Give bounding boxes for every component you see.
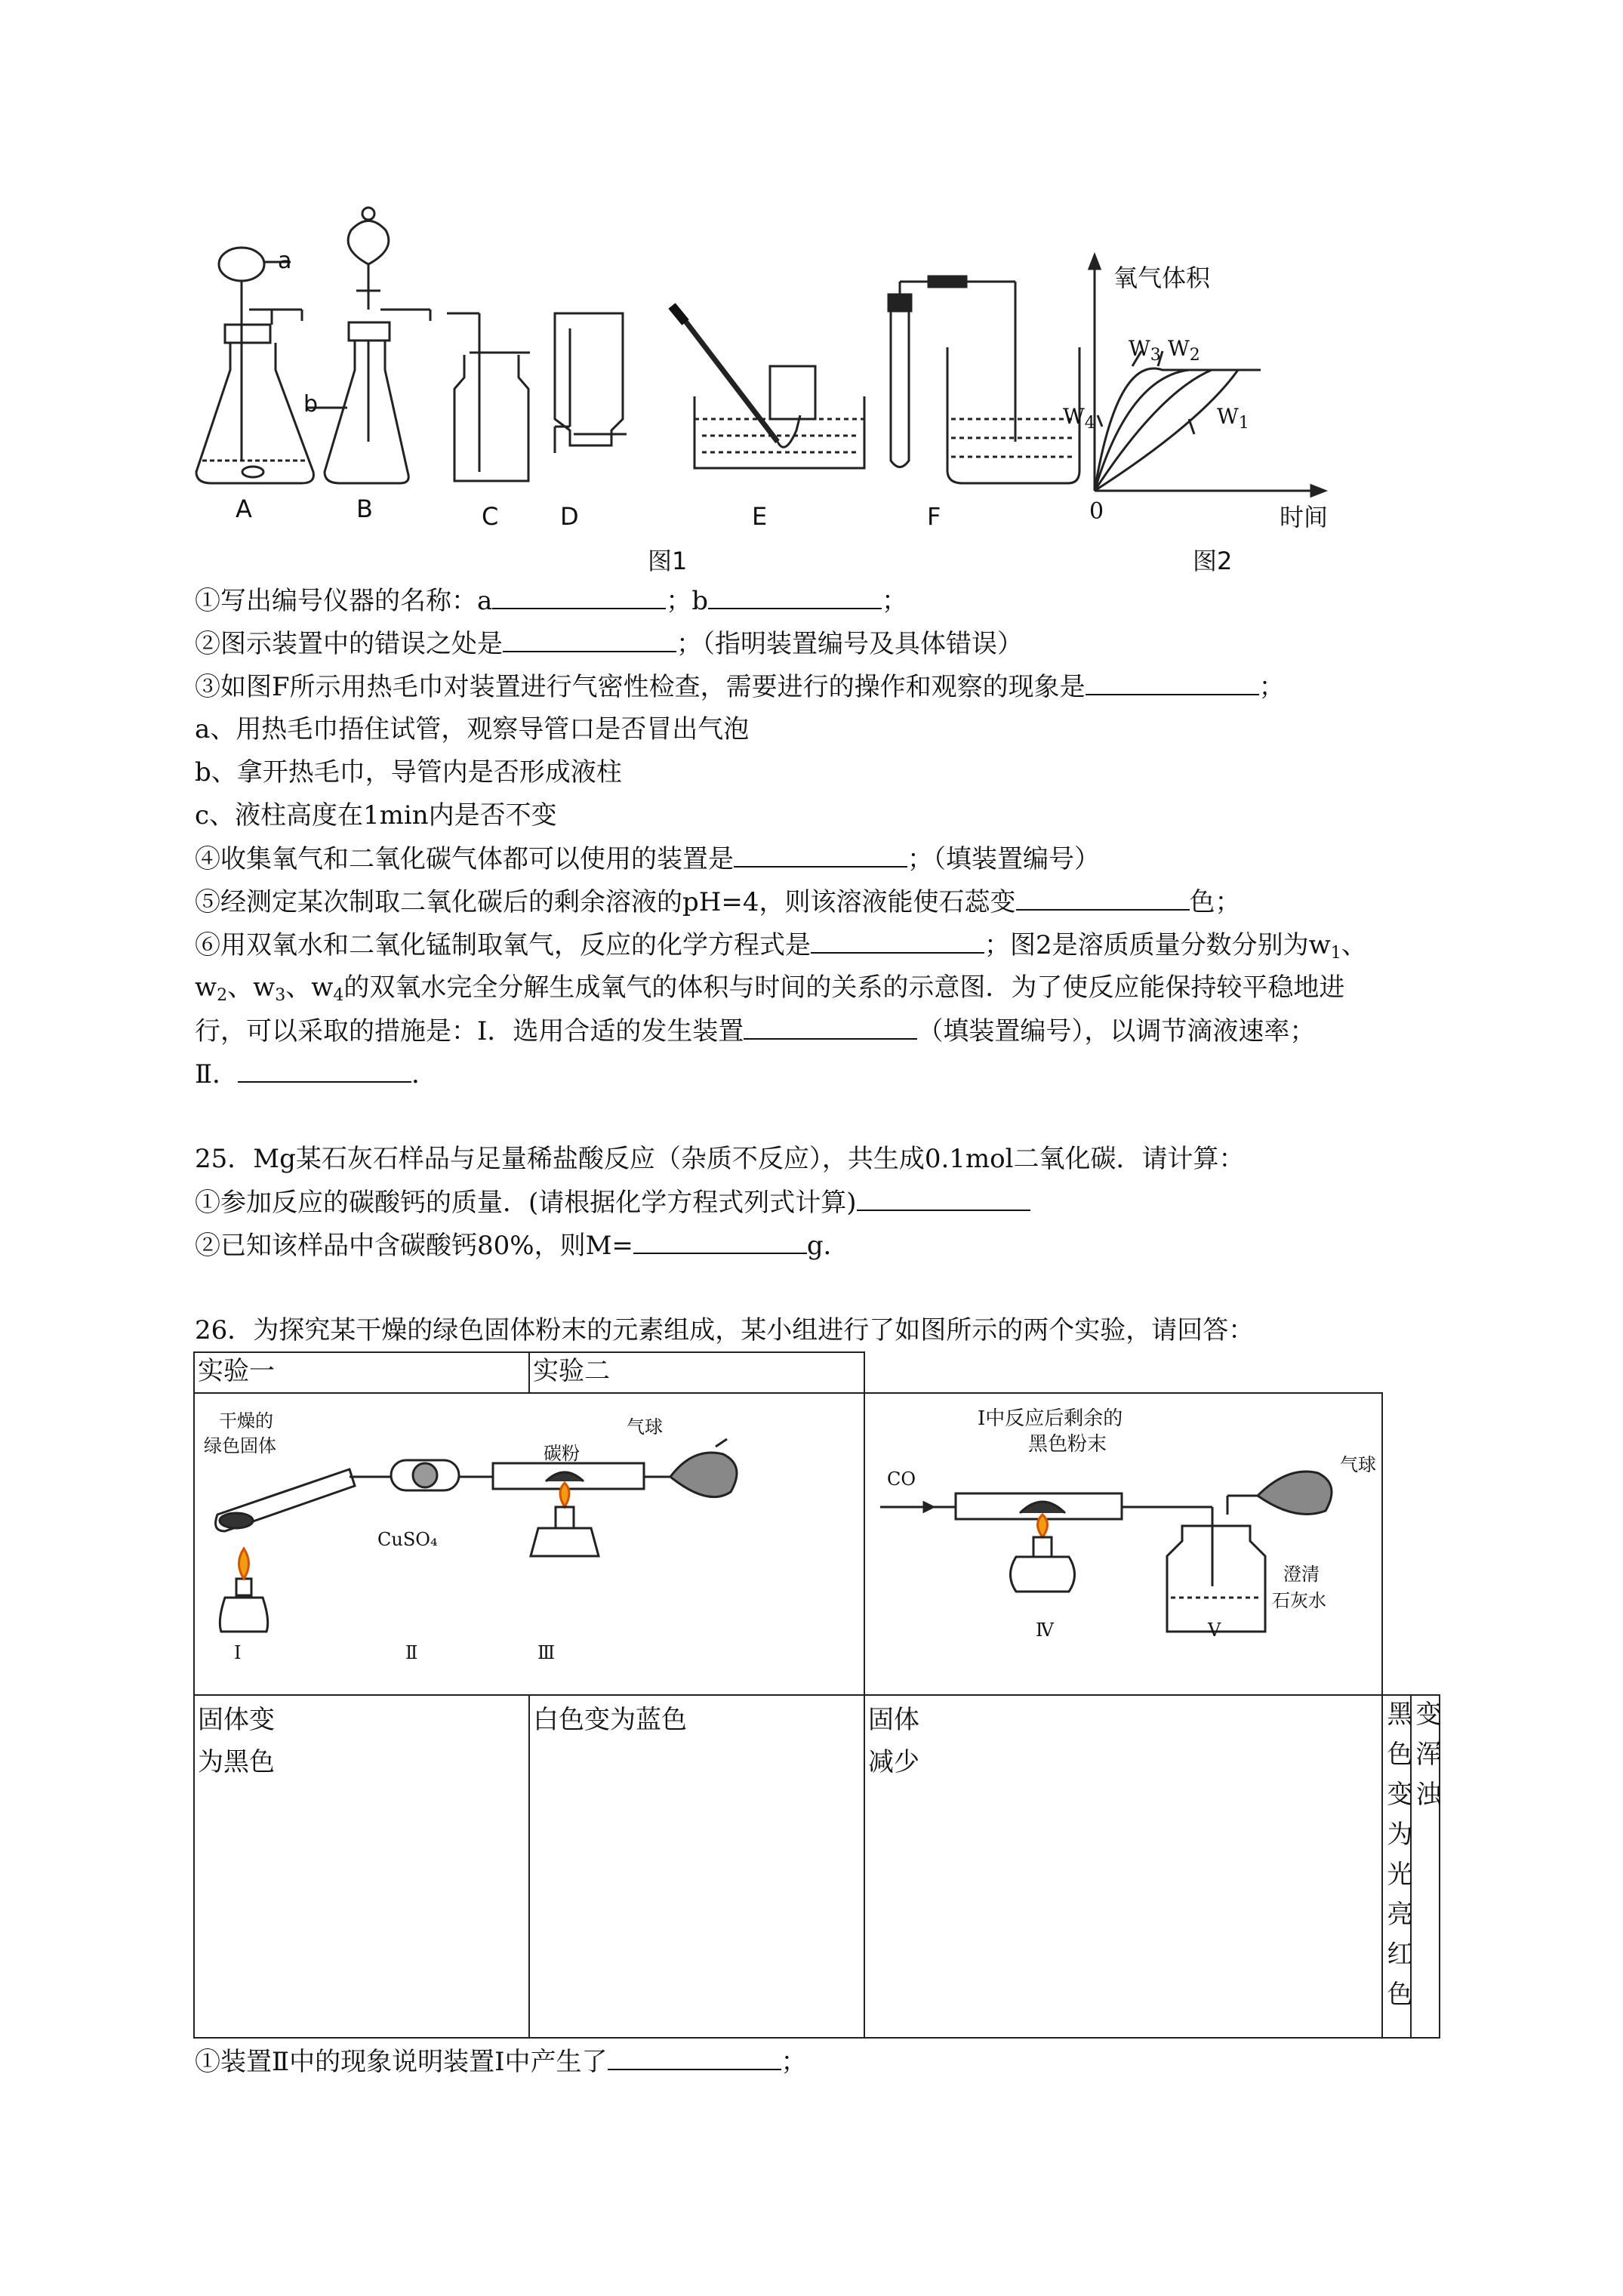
exp1-balloon-label: 气球 [627,1416,663,1438]
apparatus-E [672,306,864,468]
exp2-co-label: CO [887,1469,916,1490]
apparatus-label-B: B [356,495,373,523]
result-cell-5-text: 变浑浊 [1411,1700,1441,1820]
q24-option-b: b、拿开热毛巾，导管内是否形成液柱 [195,757,622,787]
figure-2-x-label: 时间 [1280,503,1329,532]
q24-option-c: c、液柱高度在1min内是否不变 [195,800,557,831]
answer-blank-airtight[interactable] [1086,671,1259,695]
apparatus-label-E: E [752,502,768,531]
curve-w4-label: $W_4$ [1063,404,1095,433]
exp2-balloon-label: 气球 [1340,1454,1376,1475]
q24-line-11: 行，可以采取的措施是：Ⅰ．选用合适的发生装置 （填装置编号），以调节滴液速率； [195,1016,1316,1046]
exp2-apparatus-IV: Ⅳ [1036,1620,1054,1641]
table-figure-right-cell [864,1392,1383,1696]
exp1-apparatus-III: Ⅲ [537,1642,556,1663]
figure-2-origin: 0 [1089,498,1104,525]
q24-line-1: ①写出编号仪器的名称：a ；b ； [195,586,908,616]
q24-line-2: ②图示装置中的错误之处是 ；（指明装置编号及具体错误） [195,629,1023,659]
curve-w3-label: $W_3$ [1129,336,1161,365]
apparatus-A [196,248,347,483]
answer-blank-m[interactable] [633,1230,807,1254]
result-cell-2: 白色变为蓝色 [528,1694,865,2039]
q24-option-a: a、用热毛巾捂住试管，观察导管口是否冒出气泡 [195,714,750,744]
label-a: a [278,248,292,274]
q25-part-1: ①参加反应的碳酸钙的质量．(请根据化学方程式列式计算) [195,1187,1030,1218]
answer-blank-measure[interactable] [238,1059,411,1083]
exp1-carbon-label: 碳粉 [544,1443,580,1464]
table-figure-left-cell [193,1392,865,1696]
apparatus-label-F: F [927,502,941,531]
apparatus-B [325,208,430,483]
experiment-1-setup [195,1394,864,1694]
q26-stem: 26．为探究某干燥的绿色固体粉末的元素组成，某小组进行了如图所示的两个实验，请回答： [195,1315,1255,1345]
figure-2-caption: 图2 [1193,547,1233,575]
answer-blank-error[interactable] [503,628,676,652]
q24-line-10: $w_2$、$w_3$、$w_4$的双氧水完全分解生成氧气的体积与时间的关系的示意图．为了使反应能保持较平稳地进 [195,972,1345,1005]
answer-blank-b[interactable] [708,585,882,609]
exp1-cuso4-label: CuSO₄ [377,1529,438,1550]
q24-line-12: Ⅱ． ． [195,1059,438,1089]
exp1-apparatus-II: Ⅱ [405,1642,418,1663]
figure-1-apparatus [181,193,1087,585]
result-cell-1: 固体变 为黑色 [193,1694,530,2039]
table-header-exp1: 实验一 [193,1351,530,1394]
result-cell-3: 固体 减少 [864,1694,1383,2039]
curve-w2-label: $W_2$ [1168,336,1200,365]
curve-w1-label: $W_1$ [1217,404,1249,433]
figure-1-caption: 图1 [648,547,688,575]
exp1-apparatus-I: Ⅰ [234,1642,242,1663]
answer-blank-a[interactable] [492,585,666,609]
apparatus-C [447,313,530,481]
answer-blank-equation[interactable] [811,929,984,954]
exp2-limewater-line1: 澄清 [1283,1564,1320,1585]
exp1-green-solid-label: 绿色固体 [204,1435,276,1456]
q24-line-3: ③如图F所示用热毛巾对装置进行气密性检查，需要进行的操作和观察的现象是 ； [195,672,1285,702]
exp2-title-line2: 黑色粉末 [1028,1433,1107,1456]
exp2-apparatus-V: Ⅴ [1208,1620,1221,1641]
experiment-2-setup [865,1394,1381,1694]
result-cell-4 [1381,1694,1412,2039]
apparatus-label-D: D [560,502,579,531]
exp1-dry-label: 干燥的 [219,1410,273,1432]
apparatus-D [555,313,627,453]
q25-part-2: ②已知该样品中含碳酸钙80%，则M= g． [195,1231,849,1261]
answer-blank-collect[interactable] [734,843,907,868]
table-header-exp2: 实验二 [528,1351,865,1394]
figure-2-y-label: 氧气体积 [1113,264,1211,292]
q25-stem: 25．Mg某石灰石样品与足量稀盐酸反应（杂质不反应），共生成0.1mol二氧化碳．请计算： [195,1144,1245,1174]
exp2-limewater-line2: 石灰水 [1272,1590,1326,1611]
apparatus-label-C: C [482,502,499,531]
answer-blank-product[interactable] [608,2046,781,2070]
answer-blank-caco3-mass[interactable] [857,1187,1030,1211]
q26-part-1: ①装置Ⅱ中的现象说明装置Ⅰ中产生了 ； [195,2047,807,2077]
apparatus-F [888,276,1079,483]
result-cell-4-text: 黑色变为光亮红色 [1382,1700,1412,2020]
exp2-title-line1: Ⅰ中反应后剩余的 [978,1407,1123,1430]
apparatus-label-A: A [236,495,252,523]
q24-line-7: ④收集氧气和二氧化碳气体都可以使用的装置是 ；（填装置编号） [195,844,1100,874]
label-b: b [303,391,319,418]
q24-line-8: ⑤经测定某次制取二氧化碳后的剩余溶液的pH=4，则该溶液能使石蕊变 色； [195,887,1241,917]
answer-blank-color[interactable] [1016,886,1190,911]
result-cell-5 [1410,1694,1440,2039]
answer-blank-apparatus[interactable] [744,1015,917,1040]
q24-line-9: ⑥用双氧水和二氧化锰制取氧气，反应的化学方程式是 ；图2是溶质质量分数分别为$w_1$、 [195,930,1367,963]
